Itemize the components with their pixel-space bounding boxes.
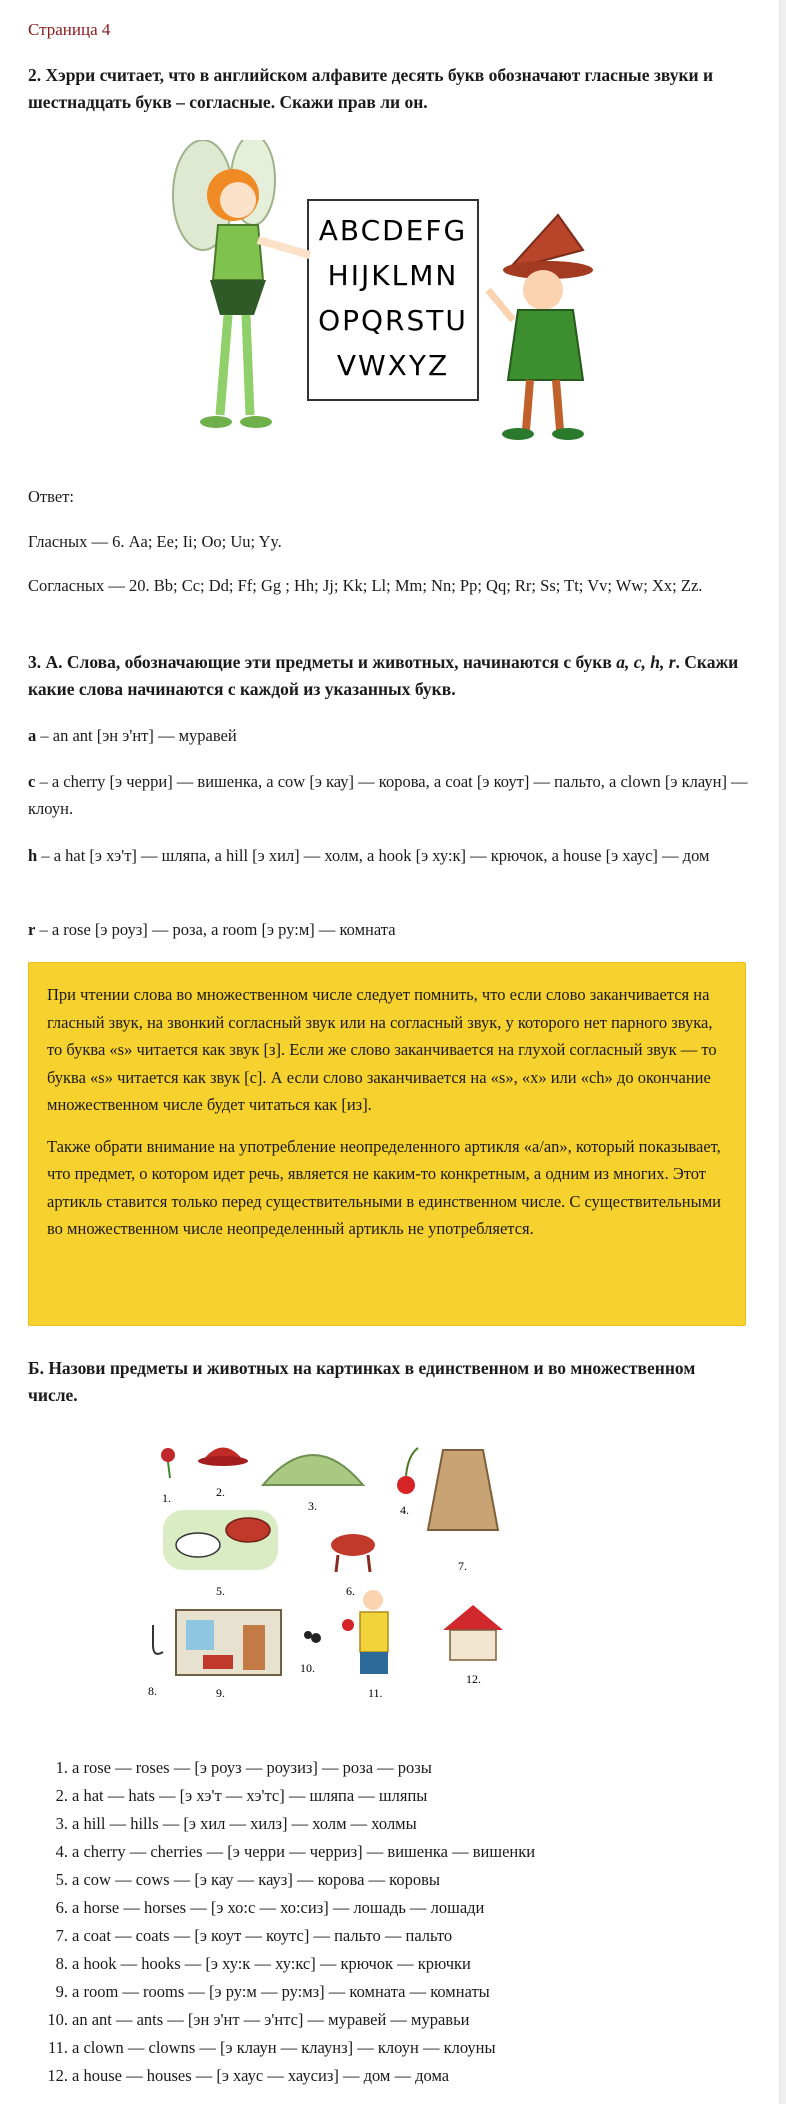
room-chair (203, 1655, 233, 1669)
note-paragraph-1: При чтении слова во множественном числе следует помнить, что если слово заканчивается на гласный звук, на звонкий согласный звук или на согласный звук, у которого нет парного звука, то буква «s» читается как звук [з]. Если же слово заканчивается на глухой согласный звук — то буква «s» читается как звук [с]. А если слово заканчивается на «s», «x» или «ch» до окончание множественном числе будет читаться как [из]. (47, 985, 717, 1114)
house-icon (443, 1605, 503, 1630)
item-number: 9. (55, 1982, 68, 2001)
list-item (28, 2062, 748, 2090)
list-item (28, 1838, 748, 1866)
gnome-coat (508, 310, 583, 380)
picture-number-11: 11. (368, 1686, 383, 1700)
cow-icon (176, 1533, 220, 1557)
list-item (28, 1810, 748, 1838)
row-text: – a hat [э хэ'т] — шляпа, a hill [э хил] — холм, a hook [э ху:к] — крючок, a house [э хаус] — дом (37, 846, 710, 865)
picture-number-12: 12. (466, 1672, 481, 1686)
picture-number-6: 6. (346, 1584, 355, 1598)
item-text: a cherry — cherries — [э черри — черриз] — вишенка — вишенки (72, 1842, 536, 1861)
item-text: an ant — ants — [эн э'нт — э'нтс] — муравей — муравьи (72, 2010, 470, 2029)
gnome-leg-right (556, 380, 560, 430)
item-number: 8. (55, 1954, 68, 1973)
task3a-row-r (28, 916, 748, 943)
list-item (28, 1866, 748, 1894)
fairy-leg-left (220, 315, 228, 415)
room-door (243, 1625, 265, 1670)
list-item (28, 1782, 748, 1810)
list-item (28, 1754, 748, 1782)
picture-number-7: 7. (458, 1559, 467, 1573)
fairy-arm (258, 240, 310, 255)
task3a-question-end: . Скажи какие слова начинаются с каждой из указанных букв. (28, 652, 739, 699)
gnome-shoe-left (502, 428, 534, 440)
alphabet-illustration (158, 140, 638, 460)
note-box (28, 962, 746, 1326)
task3a-question-letters: a, c, h, r (616, 652, 676, 672)
cherry-stem (406, 1448, 418, 1476)
row-text: – a rose [э роуз] — роза, a room [э ру:м] — комната (35, 920, 396, 939)
clown-pants (360, 1652, 388, 1674)
answer-label: Ответ: (28, 487, 74, 506)
clown-ball (342, 1619, 354, 1631)
rose-icon (161, 1448, 175, 1462)
board-row-4: VWXYZ (336, 349, 450, 382)
fairy-shoe-right (240, 416, 272, 428)
item-text: a cow — cows — [э кау — кауз] — корова — коровы (72, 1870, 440, 1889)
list-item (28, 1922, 748, 1950)
item-number: 10. (47, 2010, 68, 2029)
item-text: a rose — roses — [э роуз — роузиз] — роза — розы (72, 1758, 432, 1777)
note-paragraph-2: Также обрати внимание на употребление неопределенного артикля «a/an», который показывает, что предмет, о котором идет речь, является не каким-то конкретным, а одним из многих. Этот артикль ставится только перед существительными в единственном числе. С существительными во множественном числе неопределенный артикль не употребляется. (47, 1136, 721, 1238)
picture-number-5: 5. (216, 1584, 225, 1598)
coat-icon (428, 1450, 498, 1530)
room-window (186, 1620, 214, 1650)
item-number: 5. (55, 1870, 68, 1889)
board-row-1: ABCDEFG (318, 214, 468, 247)
picture-number-2: 2. (216, 1485, 225, 1499)
item-number: 4. (55, 1842, 68, 1861)
item-text: a horse — horses — [э хо:с — хо:сиз] — лошадь — лошади (72, 1898, 485, 1917)
item-number: 1. (55, 1758, 68, 1777)
board-row-3: OPQRSTU (318, 304, 468, 337)
picture-number-1: 1. (162, 1491, 171, 1505)
hat-brim (198, 1456, 248, 1466)
hill-icon (263, 1455, 363, 1485)
list-item (28, 1978, 748, 2006)
list-item (28, 2006, 748, 2034)
item-text: a clown — clowns — [э клаун — клаунз] — клоун — клоуны (72, 2038, 496, 2057)
row-letter: c (28, 772, 36, 791)
item-number: 3. (55, 1814, 68, 1833)
task3a-question (28, 649, 748, 703)
house-wall (450, 1630, 496, 1660)
cow-icon-2 (226, 1518, 270, 1542)
row-letter: a (28, 726, 37, 745)
picture-number-8: 8. (148, 1684, 157, 1698)
gnome-face (523, 270, 563, 310)
task3a-row-h (28, 842, 748, 869)
item-number: 6. (55, 1898, 68, 1917)
board-row-2: HIJKLMN (327, 259, 459, 292)
item-text: a hook — hooks — [э ху:к — ху:кс] — крючок — крючки (72, 1954, 471, 1973)
cherry-icon (397, 1476, 415, 1494)
task3b-question: Б. Назови предметы и животных на картинках в единственном и во множественном числе. (28, 1358, 696, 1405)
pictures-illustration (148, 1430, 648, 1730)
item-number: 7. (55, 1926, 68, 1945)
item-number: 11. (47, 2038, 68, 2057)
fairy-dress (213, 225, 263, 280)
gnome-arm (488, 290, 513, 320)
list-item (28, 2034, 748, 2062)
task2-question: 2. Хэрри считает, что в английском алфавите десять букв обозначают гласные звуки и шестнадцать букв – согласные. Скажи прав ли он. (28, 65, 714, 112)
answers-list (28, 1754, 748, 2090)
item-text: a hill — hills — [э хил — хилз] — холм — холмы (72, 1814, 417, 1833)
fairy-skirt (210, 280, 266, 315)
hook-icon (153, 1625, 163, 1654)
row-letter: r (28, 920, 36, 939)
gnome-shoe-right (552, 428, 584, 440)
fairy-leg-right (246, 315, 250, 415)
row-text: – an ant [эн э'нт] — муравей (36, 726, 237, 745)
scrollbar-track[interactable] (779, 0, 786, 2104)
horse-icon (331, 1534, 375, 1556)
task3a-question-start: 3. А. Слова, обозначающие эти предметы и животных, начинаются с букв (28, 652, 617, 672)
picture-number-4: 4. (400, 1503, 409, 1517)
picture-number-3: 3. (308, 1499, 317, 1513)
gnome-leg-left (526, 380, 530, 430)
picture-number-9: 9. (216, 1686, 225, 1700)
fairy-face (220, 182, 256, 218)
item-text: a coat — coats — [э коут — коутс] — пальто — пальто (72, 1926, 453, 1945)
rose-stem (168, 1462, 170, 1478)
item-number: 2. (55, 1786, 68, 1805)
picture-number-10: 10. (300, 1661, 315, 1675)
list-item (28, 1950, 748, 1978)
clown-body (360, 1612, 388, 1652)
clown-icon (363, 1590, 383, 1610)
row-letter: h (28, 846, 38, 865)
answer-consonants: Согласных — 20. Bb; Cc; Dd; Ff; Gg ; Hh; Jj; Kk; Ll; Mm; Nn; Pp; Qq; Rr; Ss; Tt; Vv; Ww; Xx; Zz. (28, 576, 703, 595)
page-title: Страница 4 (28, 20, 111, 39)
row-text: – a cherry [э черри] — вишенка, a cow [э кау] — корова, a coat [э коут] — пальто, a clown [э клаун] — клоун. (28, 772, 748, 818)
answer-vowels: Гласных — 6. Aa; Ee; Ii; Oo; Uu; Yy. (28, 532, 282, 551)
item-text: a room — rooms — [э ру:м — ру:мз] — комната — комнаты (72, 1982, 490, 2001)
task3a-row-a (28, 722, 748, 749)
list-item (28, 1894, 748, 1922)
item-text: a hat — hats — [э хэ'т — хэ'тс] — шляпа — шляпы (72, 1786, 428, 1805)
item-text: a house — houses — [э хаус — хаусиз] — дом — дома (72, 2066, 450, 2085)
item-number: 12. (47, 2066, 68, 2085)
fairy-shoe-left (200, 416, 232, 428)
task3a-row-c (28, 768, 748, 822)
ant-icon (304, 1631, 312, 1639)
